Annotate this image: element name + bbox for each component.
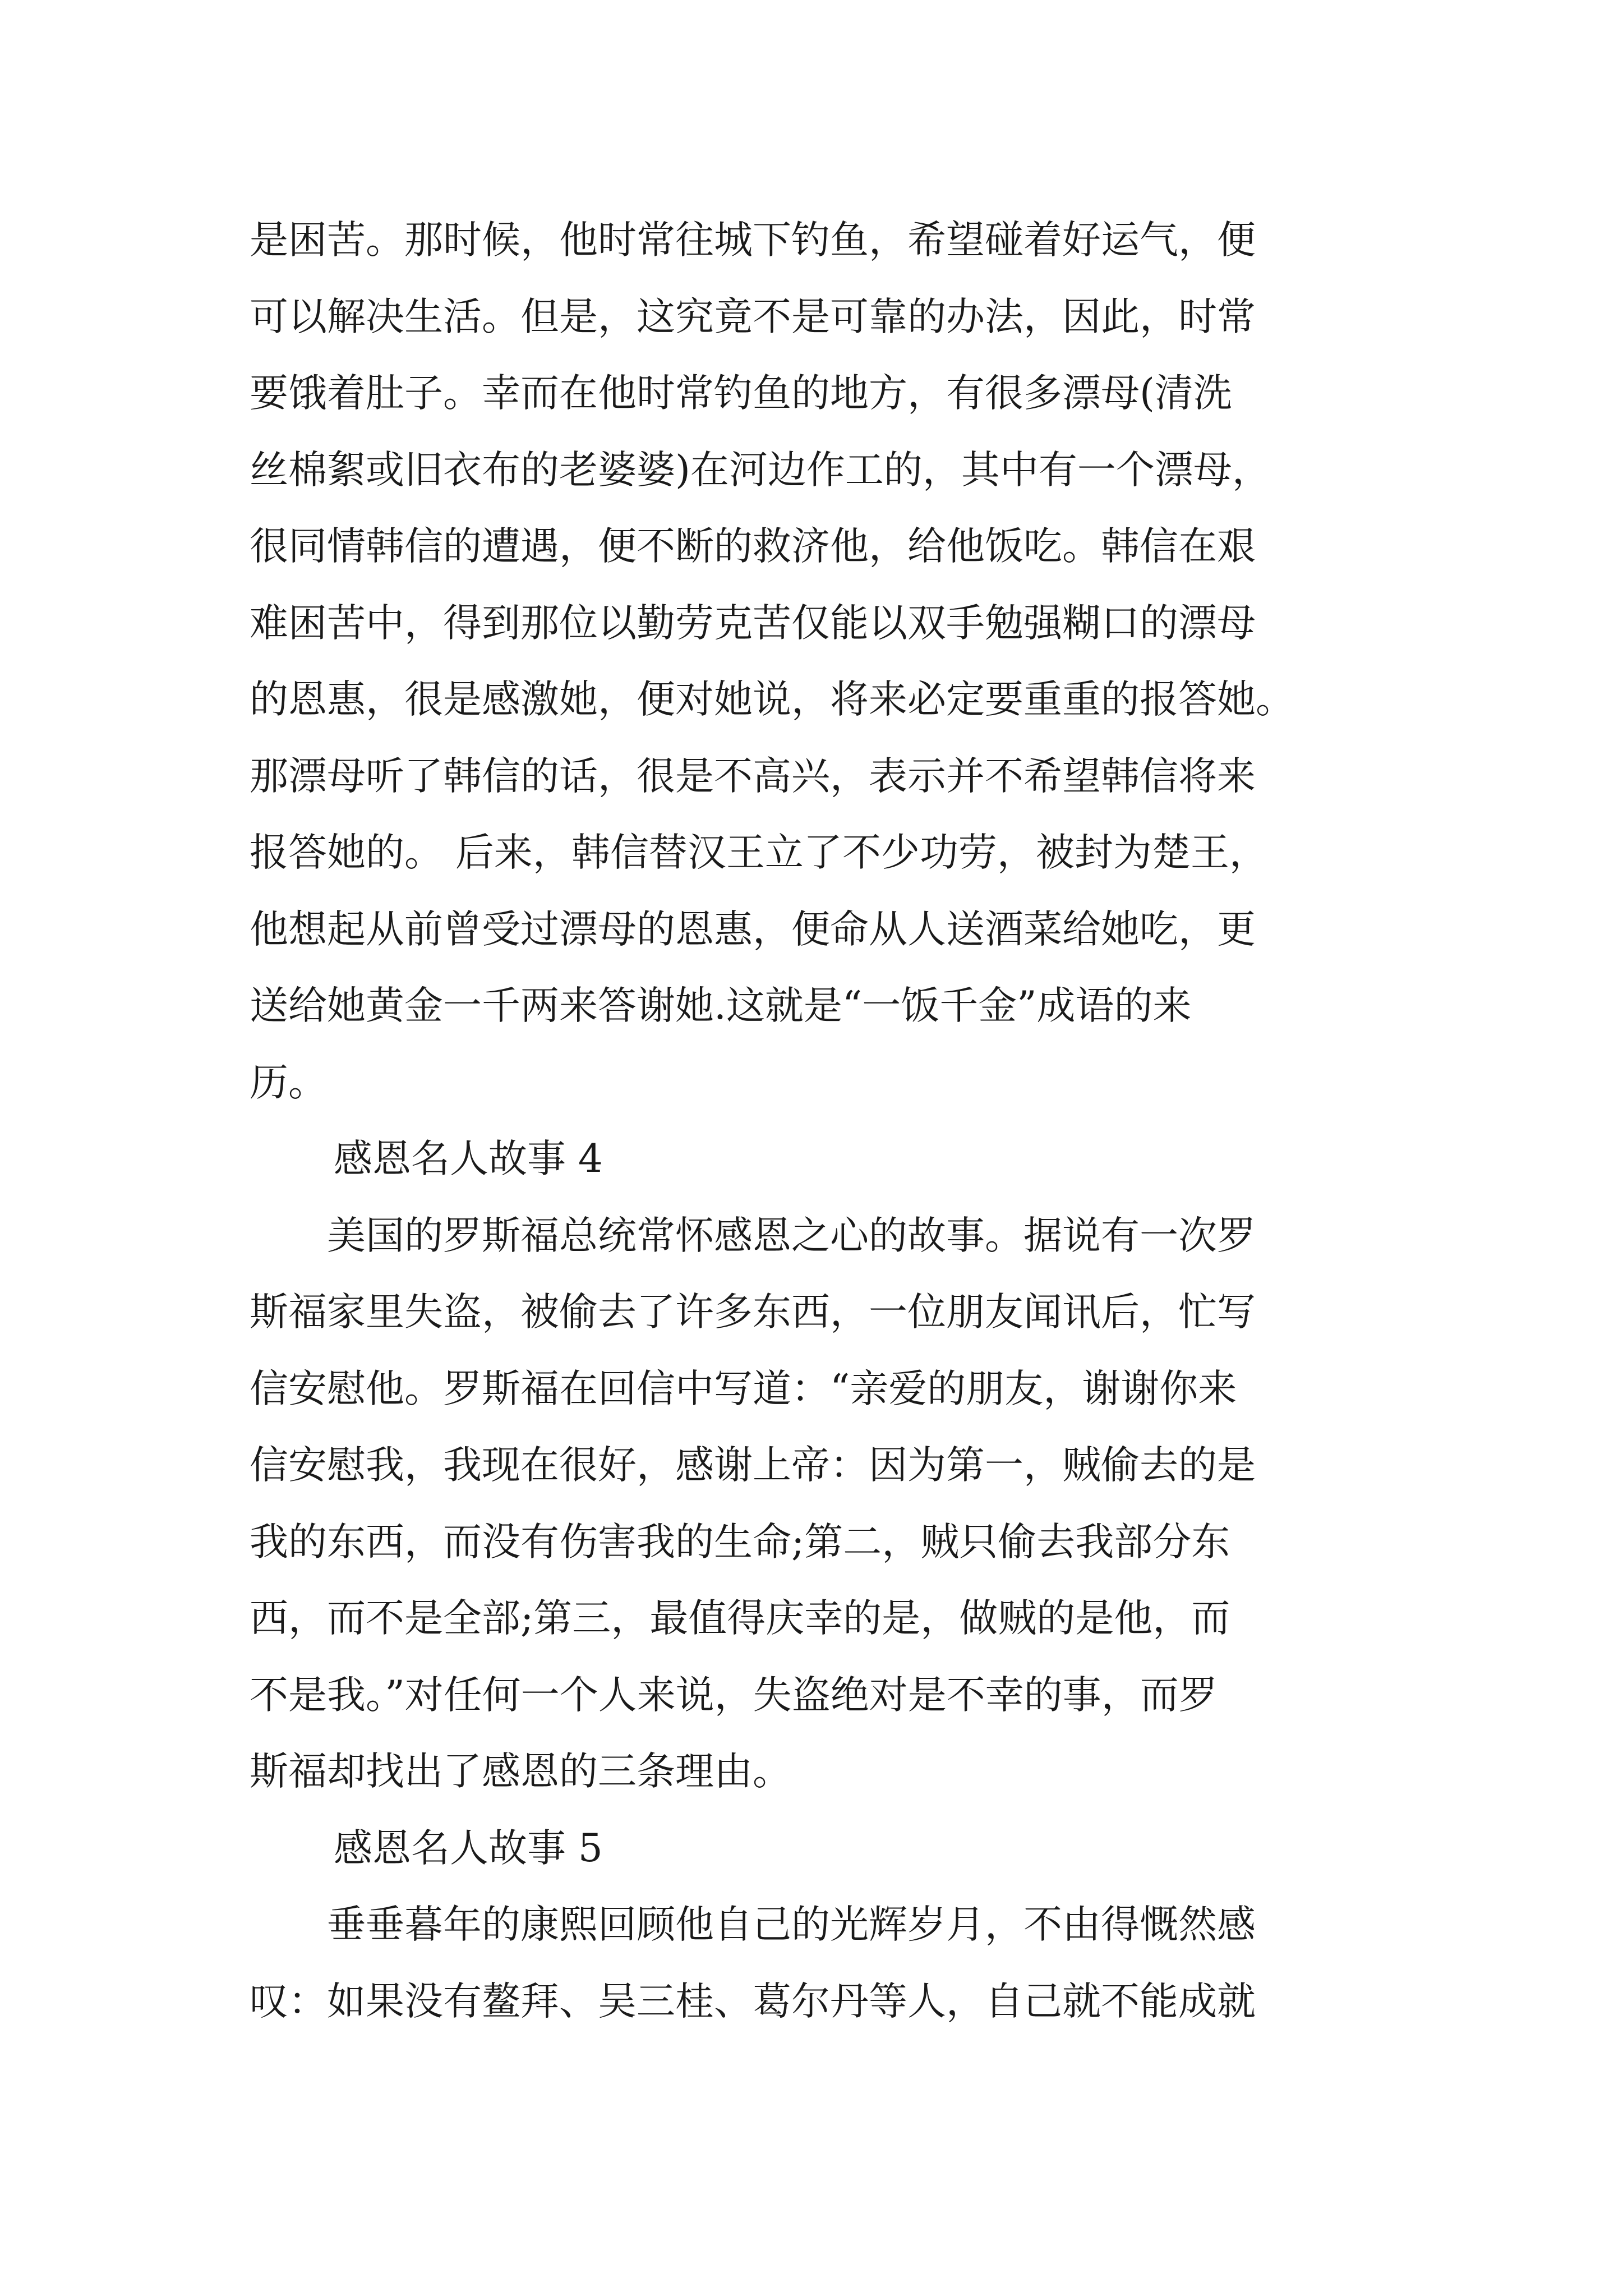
section-heading-5: 感恩名人故事 5 xyxy=(334,1825,603,1871)
text-line: 的恩惠，很是感激她，便对她说，将来必定要重重的报答她。 xyxy=(250,677,1294,722)
text-line: 可以解决生活。但是，这究竟不是可靠的办法，因此，时常 xyxy=(250,294,1256,339)
document-body xyxy=(250,202,1388,2040)
text-line: 斯福却找出了感恩的三条理由。 xyxy=(250,1749,791,1794)
text-line: 不是我。”对任何一个人来说，失盗绝对是不幸的事，而罗 xyxy=(250,1672,1218,1718)
text-line: 送给她黄金一千两来答谢她.这就是“一饭千金”成语的来 xyxy=(250,983,1192,1028)
text-line: 是困苦。那时候，他时常往城下钓鱼，希望碰着好运气，便 xyxy=(250,218,1256,263)
paragraph-kangxi-story xyxy=(250,1887,1388,2040)
text-line: 报答她的。 后来，韩信替汉王立了不少功劳，被封为楚王， xyxy=(250,830,1268,875)
text-line: 他想起从前曾受过漂母的恩惠，便命从人送酒菜给她吃，更 xyxy=(250,907,1256,952)
text-line: 垂垂暮年的康熙回顾他自己的光辉岁月，不由得慨然感 xyxy=(250,1902,1256,1947)
text-line: 难困苦中，得到那位以勤劳克苦仅能以双手勉强糊口的漂母 xyxy=(250,600,1256,646)
text-line: 要饿着肚子。幸而在他时常钓鱼的地方，有很多漂母(清洗 xyxy=(250,371,1232,416)
text-line: 丝棉絮或旧衣布的老婆婆)在河边作工的，其中有一个漂母， xyxy=(250,447,1271,493)
text-line: 很同情韩信的遭遇，便不断的救济他，给他饭吃。韩信在艰 xyxy=(250,524,1256,569)
paragraph-roosevelt-story xyxy=(250,1198,1388,1810)
text-line: 美国的罗斯福总统常怀感恩之心的故事。据说有一次罗 xyxy=(250,1213,1256,1258)
paragraph-han-xin-story xyxy=(250,202,1388,1121)
text-line: 那漂母听了韩信的话，很是不高兴，表示并不希望韩信将来 xyxy=(250,753,1256,799)
text-line: 西，而不是全部;第三，最值得庆幸的是，做贼的是他，而 xyxy=(250,1596,1230,1641)
text-line: 信安慰他。罗斯福在回信中写道：“亲爱的朋友，谢谢你来 xyxy=(250,1366,1237,1411)
section-heading-4: 感恩名人故事 4 xyxy=(334,1137,603,1181)
text-line: 信安慰我，我现在很好，感谢上帝：因为第一，贼偷去的是 xyxy=(250,1443,1256,1488)
text-line: 我的东西，而没有伤害我的生命;第二，贼只偷去我部分东 xyxy=(250,1519,1230,1565)
text-line: 斯福家里失盗，被偷去了许多东西，一位朋友闻讯后，忙写 xyxy=(250,1290,1256,1335)
text-line: 叹：如果没有鳌拜、吴三桂、葛尔丹等人，自己就不能成就 xyxy=(250,1978,1256,2024)
text-line: 历。 xyxy=(250,1060,327,1105)
